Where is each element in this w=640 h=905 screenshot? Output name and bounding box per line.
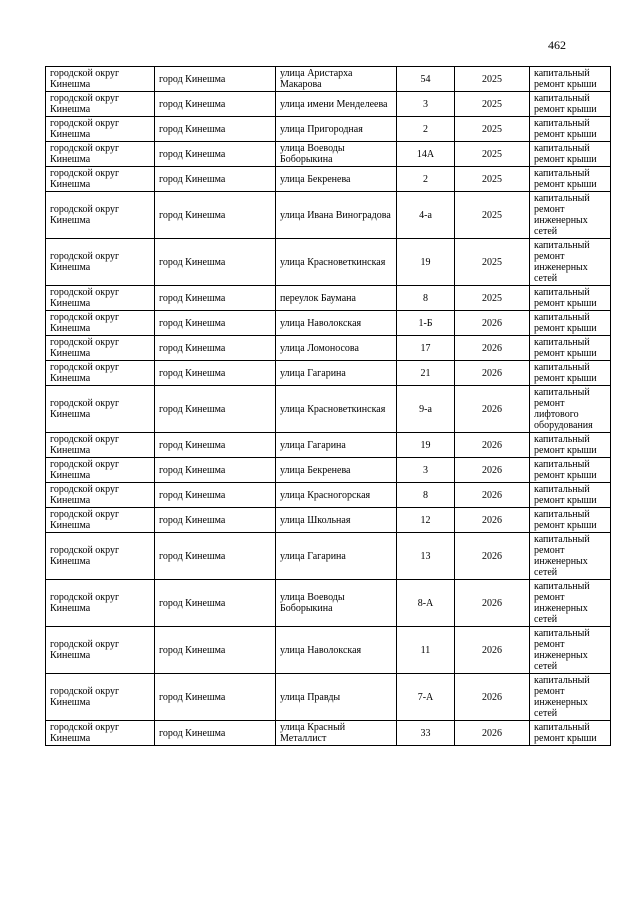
cell-work-type: капитальный ремонт крыши [530,336,611,361]
cell-district: городской округ Кинешма [46,192,155,239]
table-row [46,674,611,721]
cell-district: городской округ Кинешма [46,483,155,508]
cell-street: улица Гагарина [276,533,397,580]
cell-city: город Кинешма [155,533,276,580]
table-row [46,386,611,433]
table-row [46,458,611,483]
cell-work-type: капитальный ремонт крыши [530,483,611,508]
cell-year: 2026 [455,721,530,746]
cell-city: город Кинешма [155,92,276,117]
cell-year: 2026 [455,311,530,336]
table-row [46,117,611,142]
cell-street: улица имени Менделеева [276,92,397,117]
cell-work-type: капитальный ремонт крыши [530,92,611,117]
cell-work-type: капитальный ремонт инженерных сетей [530,533,611,580]
cell-house-number: 13 [397,533,455,580]
cell-street: улица Школьная [276,508,397,533]
cell-district: городской округ Кинешма [46,386,155,433]
cell-year: 2026 [455,336,530,361]
cell-work-type: капитальный ремонт крыши [530,286,611,311]
cell-city: город Кинешма [155,721,276,746]
cell-city: город Кинешма [155,336,276,361]
cell-house-number: 8 [397,483,455,508]
table-row [46,627,611,674]
cell-work-type: капитальный ремонт крыши [530,167,611,192]
cell-year: 2025 [455,192,530,239]
cell-house-number: 17 [397,336,455,361]
cell-city: город Кинешма [155,627,276,674]
cell-street: улица Гагарина [276,433,397,458]
cell-year: 2026 [455,508,530,533]
cell-work-type: капитальный ремонт крыши [530,361,611,386]
cell-street: улица Красноветкинская [276,239,397,286]
cell-city: город Кинешма [155,458,276,483]
cell-house-number: 12 [397,508,455,533]
cell-city: город Кинешма [155,580,276,627]
cell-year: 2025 [455,117,530,142]
cell-city: город Кинешма [155,674,276,721]
cell-street: улица Пригородная [276,117,397,142]
cell-street: улица Красноветкинская [276,386,397,433]
cell-district: городской округ Кинешма [46,674,155,721]
cell-district: городской округ Кинешма [46,67,155,92]
cell-district: городской округ Кинешма [46,117,155,142]
cell-work-type: капитальный ремонт лифтового оборудования [530,386,611,433]
cell-street: улица Ивана Виноградова [276,192,397,239]
cell-city: город Кинешма [155,167,276,192]
cell-house-number: 4-а [397,192,455,239]
cell-year: 2025 [455,142,530,167]
cell-street: улица Аристарха Макарова [276,67,397,92]
table-row [46,92,611,117]
cell-district: городской округ Кинешма [46,92,155,117]
cell-work-type: капитальный ремонт инженерных сетей [530,674,611,721]
cell-work-type: капитальный ремонт инженерных сетей [530,580,611,627]
cell-district: городской округ Кинешма [46,433,155,458]
cell-house-number: 3 [397,458,455,483]
cell-city: город Кинешма [155,286,276,311]
cell-year: 2025 [455,67,530,92]
table-row [46,67,611,92]
cell-house-number: 33 [397,721,455,746]
cell-work-type: капитальный ремонт инженерных сетей [530,192,611,239]
cell-district: городской округ Кинешма [46,533,155,580]
cell-street: улица Наволокская [276,627,397,674]
cell-year: 2026 [455,433,530,458]
cell-city: город Кинешма [155,483,276,508]
cell-work-type: капитальный ремонт крыши [530,67,611,92]
cell-year: 2026 [455,627,530,674]
cell-work-type: капитальный ремонт крыши [530,721,611,746]
cell-work-type: капитальный ремонт инженерных сетей [530,239,611,286]
cell-district: городской округ Кинешма [46,627,155,674]
cell-district: городской округ Кинешма [46,721,155,746]
cell-city: город Кинешма [155,311,276,336]
table-row [46,286,611,311]
table-row [46,508,611,533]
cell-house-number: 8-А [397,580,455,627]
cell-district: городской округ Кинешма [46,311,155,336]
cell-district: городской округ Кинешма [46,167,155,192]
cell-year: 2025 [455,167,530,192]
cell-city: город Кинешма [155,386,276,433]
cell-house-number: 19 [397,239,455,286]
cell-year: 2025 [455,286,530,311]
cell-house-number: 54 [397,67,455,92]
cell-work-type: капитальный ремонт крыши [530,433,611,458]
table-row [46,311,611,336]
cell-street: улица Правды [276,674,397,721]
cell-street: улица Красный Металлист [276,721,397,746]
table-row [46,721,611,746]
cell-city: город Кинешма [155,508,276,533]
cell-district: городской округ Кинешма [46,361,155,386]
cell-district: городской округ Кинешма [46,239,155,286]
cell-year: 2026 [455,580,530,627]
cell-street: улица Бекренева [276,458,397,483]
cell-house-number: 7-А [397,674,455,721]
page-number: 462 [548,38,566,52]
cell-city: город Кинешма [155,361,276,386]
cell-street: улица Воеводы Боборыкина [276,142,397,167]
table-row [46,580,611,627]
cell-year: 2026 [455,533,530,580]
table-row [46,239,611,286]
cell-district: городской округ Кинешма [46,458,155,483]
table-row [46,167,611,192]
cell-work-type: капитальный ремонт крыши [530,508,611,533]
table-row [46,142,611,167]
cell-work-type: капитальный ремонт инженерных сетей [530,627,611,674]
table-body [46,67,611,746]
cell-house-number: 19 [397,433,455,458]
cell-district: городской округ Кинешма [46,142,155,167]
cell-district: городской округ Кинешма [46,508,155,533]
cell-house-number: 11 [397,627,455,674]
cell-street: улица Наволокская [276,311,397,336]
cell-year: 2026 [455,674,530,721]
cell-city: город Кинешма [155,239,276,286]
cell-year: 2025 [455,239,530,286]
cell-street: улица Воеводы Боборыкина [276,580,397,627]
table-row [46,361,611,386]
cell-year: 2026 [455,386,530,433]
cell-house-number: 8 [397,286,455,311]
cell-house-number: 21 [397,361,455,386]
cell-street: улица Гагарина [276,361,397,386]
cell-street: улица Красногорская [276,483,397,508]
cell-district: городской округ Кинешма [46,580,155,627]
cell-city: город Кинешма [155,433,276,458]
table-row [46,533,611,580]
table-row [46,336,611,361]
cell-city: город Кинешма [155,142,276,167]
cell-house-number: 2 [397,167,455,192]
table-row [46,192,611,239]
cell-house-number: 9-а [397,386,455,433]
cell-city: город Кинешма [155,67,276,92]
cell-year: 2026 [455,458,530,483]
cell-year: 2026 [455,361,530,386]
table-row [46,433,611,458]
cell-city: город Кинешма [155,117,276,142]
cell-street: улица Ломоносова [276,336,397,361]
cell-work-type: капитальный ремонт крыши [530,117,611,142]
repair-schedule-table [45,66,611,746]
cell-year: 2025 [455,92,530,117]
table-row [46,483,611,508]
cell-work-type: капитальный ремонт крыши [530,142,611,167]
cell-house-number: 2 [397,117,455,142]
cell-work-type: капитальный ремонт крыши [530,311,611,336]
cell-street: улица Бекренева [276,167,397,192]
cell-house-number: 3 [397,92,455,117]
cell-street: переулок Баумана [276,286,397,311]
cell-house-number: 14А [397,142,455,167]
cell-district: городской округ Кинешма [46,286,155,311]
cell-work-type: капитальный ремонт крыши [530,458,611,483]
cell-year: 2026 [455,483,530,508]
cell-house-number: 1-Б [397,311,455,336]
cell-city: город Кинешма [155,192,276,239]
cell-district: городской округ Кинешма [46,336,155,361]
